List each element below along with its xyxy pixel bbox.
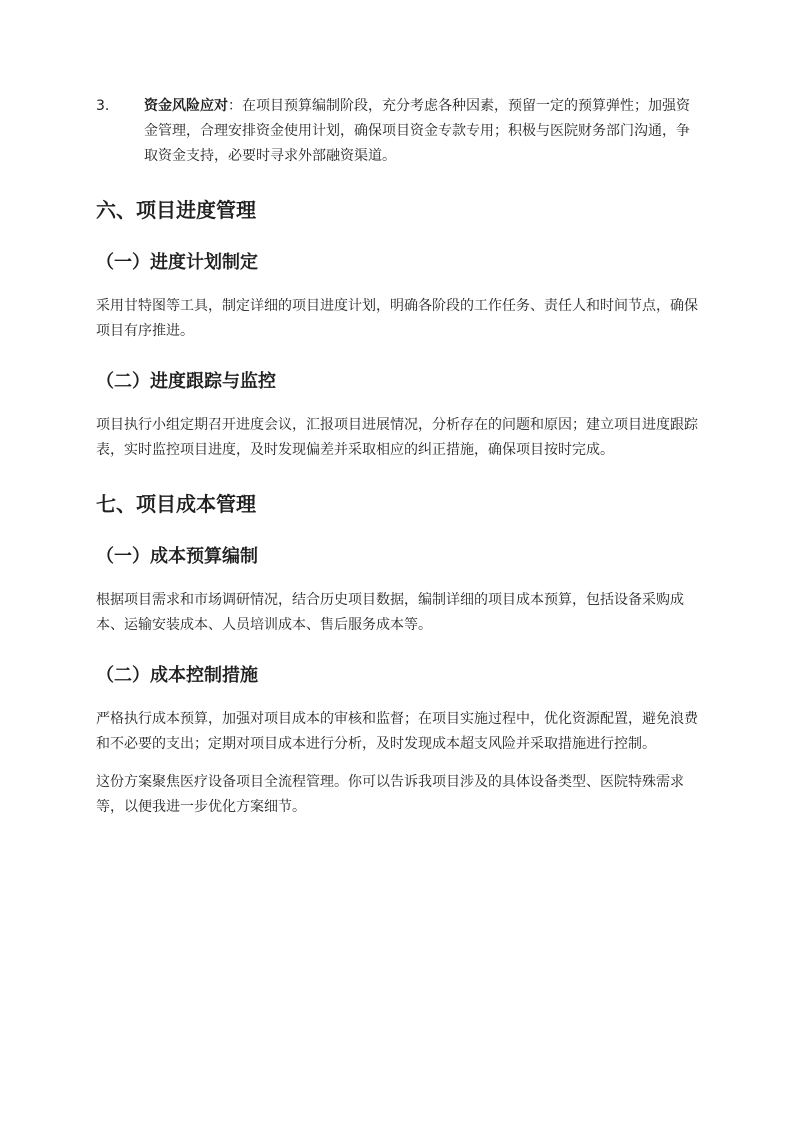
subheading-schedule-plan: （一）进度计划制定 <box>96 252 258 273</box>
subheading-cost-control: （二）成本控制措施 <box>96 665 258 686</box>
paragraph-schedule-plan: 采用甘特图等工具，制定详细的项目进度计划，明确各阶段的工作任务、责任人和时间节点，确保项目有序推进。 <box>96 298 698 339</box>
document-page <box>96 0 702 820</box>
list-item-text: ：在项目预算编制阶段，充分考虑各种因素，预留一定的预算弹性；加强资金管理，合理安排资金使用计划，确保项目资金专款专用；积极与医院财务部门沟通，争取资金支持，必要时寻求外部融资渠道。 <box>144 98 690 164</box>
section-heading-cost: 七、项目成本管理 <box>96 492 256 516</box>
paragraph-cost-control: 严格执行成本预算，加强对项目成本的审核和监督；在项目实施过程中，优化资源配置，避免浪费和不必要的支出；定期对项目成本进行分析，及时发现成本超支风险并采取措施进行控制。 <box>96 711 698 752</box>
list-item-label: 资金风险应对 <box>144 98 228 114</box>
section-heading-schedule: 六、项目进度管理 <box>96 198 256 222</box>
closing-paragraph: 这份方案聚焦医疗设备项目全流程管理。你可以告诉我项目涉及的具体设备类型、医院特殊需求等，以便我进一步优化方案细节。 <box>96 774 684 815</box>
list-item-funding-risk <box>96 94 702 169</box>
subheading-cost-budget: （一）成本预算编制 <box>96 546 258 567</box>
subheading-schedule-tracking: （二）进度跟踪与监控 <box>96 371 276 392</box>
list-number: 3. <box>96 98 110 114</box>
paragraph-cost-budget: 根据项目需求和市场调研情况，结合历史项目数据，编制详细的项目成本预算，包括设备采购成本、运输安装成本、人员培训成本、售后服务成本等。 <box>96 592 684 633</box>
paragraph-schedule-tracking: 项目执行小组定期召开进度会议，汇报项目进展情况，分析存在的问题和原因；建立项目进度跟踪表，实时监控项目进度，及时发现偏差并采取相应的纠正措施，确保项目按时完成。 <box>96 417 698 458</box>
